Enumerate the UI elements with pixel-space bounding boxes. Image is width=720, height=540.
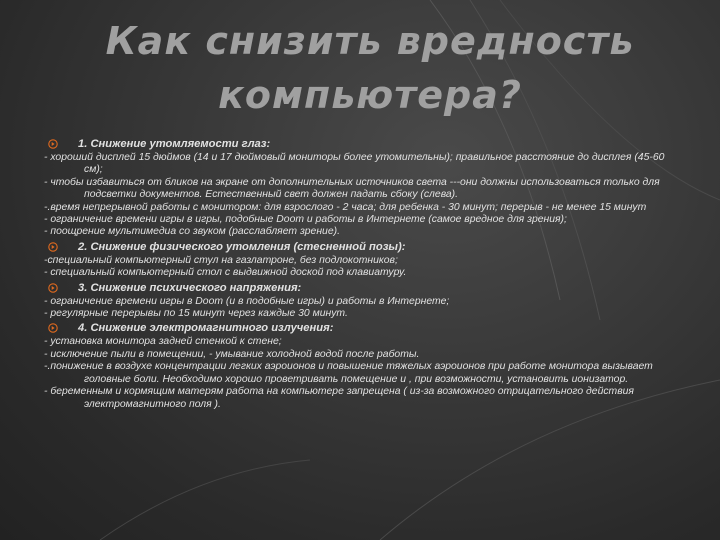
section-heading-text: 3. Снижение психического напряжения: [78,281,302,294]
list-item: - хороший дисплей 15 дюймов (14 и 17 дюймовый мониторы более утомительны); правильное расстояние до дисплея (45-60 см); [44,152,665,176]
slide-title [60,14,680,122]
circled-arrow-icon [48,242,58,252]
section-heading [44,240,684,254]
section-heading-text: 2. Снижение физического утомления (стесненной позы): [78,240,406,253]
title-line-2: компьютера? [218,73,522,117]
list-item: -.время непрерывной работы с монитором: для взрослого - 2 часа; для ребенка - 30 минут; перерыв - не менее 15 минут [44,201,647,213]
list-item: - специальный компьютерный стол с выдвижной доской под клавиатуру. [44,267,407,279]
circled-arrow-icon [48,323,58,333]
circled-arrow-icon [48,283,58,293]
list-item: - регулярные перерывы по 15 минут через каждые 30 минут. [44,308,348,320]
slide-content [44,136,684,411]
list-item: - беременным и кормящим матерям работа на компьютере запрещена ( из-за возможного отрицательного действия электромагнитного поля ). [44,386,634,410]
list-item: - исключение пыли в помещении, - умывание холодной водой после работы. [44,348,420,360]
list-item: - чтобы избавиться от бликов на экране от дополнительных источников света ---они должны использоваться только для подсветки документов. Естественный свет должен падать сбоку (слева). [44,176,660,201]
list-item: - ограничение времени игры в Doom (и в подобные игры) и работы в Интернете; [44,295,450,307]
section-heading-text: 4. Снижение электромагнитного излучения: [78,322,334,335]
section-heading-text: 1. Снижение утомляемости глаз: [78,138,271,150]
list-item: -.понижение в воздухе концентрации легких аэроионов и повышение тяжелых аэроионов при работе монитора вызывает головные боли. Необходимо хорошо проветривать помещение и , при возможности, установить ионизатор. [44,361,653,385]
list-item: - поощрение мультимедиа со звуком (расслабляет зрение). [44,226,340,238]
section-heading [44,281,684,295]
title-line-1: Как снизить вредность [105,19,635,63]
circled-arrow-icon [48,139,58,149]
list-item: - ограничение времени игры в игры, подобные Doom и работы в Интернете (самое вредное для зрения); [44,214,567,226]
section-heading [44,321,684,335]
section-heading [44,137,684,151]
list-item: - установка монитора задней стенкой к стене; [44,336,282,348]
list-item: -специальный компьютерный стул на газлатроне, без подлокотников; [44,254,398,266]
